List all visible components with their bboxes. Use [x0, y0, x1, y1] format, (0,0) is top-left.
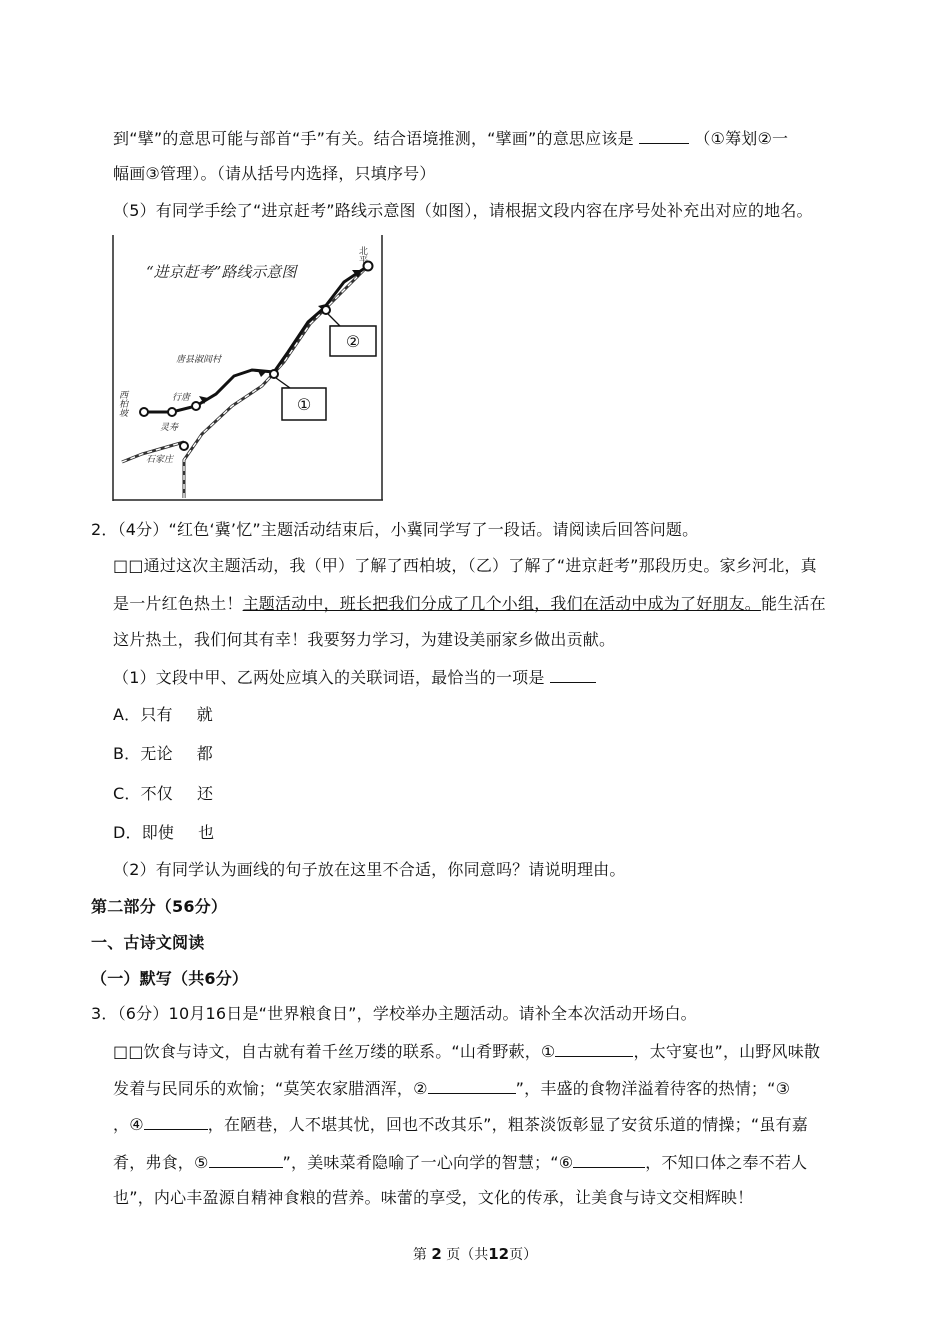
answer-blank[interactable]: [550, 666, 596, 683]
station-2: [322, 306, 330, 314]
option-label: B．无论: [113, 744, 173, 763]
q3-text: ，④: [113, 1115, 144, 1134]
q1-line2: 幅画③管理）。（请从括号内选择，只填序号）: [113, 164, 436, 183]
footer-text: 页）: [509, 1247, 538, 1263]
label-beiping: 北平: [357, 246, 367, 264]
label-xibaipo: 西柏坡: [117, 390, 127, 417]
q3-text: ，不知口体之奉不若人: [645, 1153, 808, 1172]
q2-para-line3: 这片热土，我们何其有幸！我要努力学习，为建设美丽家乡做出贡献。: [113, 630, 616, 649]
page-footer: [0, 1244, 950, 1265]
q3-text: 肴，弗食，⑤: [113, 1153, 209, 1172]
blank-5[interactable]: [209, 1151, 283, 1168]
q2-para-line2: [113, 593, 826, 615]
blank-6[interactable]: [573, 1151, 645, 1168]
blank-4[interactable]: [144, 1113, 208, 1130]
q3-text: ，太守宴也”，山野风味散: [633, 1042, 821, 1061]
option-a[interactable]: [113, 704, 213, 726]
option-d[interactable]: [113, 822, 214, 844]
callout-label-2: ②: [345, 332, 361, 351]
label-tanglei: 唐县淑闾村: [176, 355, 222, 365]
underlined-sentence: 主题活动中，班长把我们分成了几个小组，我们在活动中成为了好朋友。: [242, 594, 762, 613]
blank-1[interactable]: [555, 1040, 633, 1057]
option-b[interactable]: [113, 743, 213, 765]
q3-text: 发着与民同乐的欢愉；“莫笑农家腊酒浑，②: [113, 1079, 428, 1098]
total-pages: 12: [488, 1245, 510, 1263]
q3-line4: [113, 1151, 807, 1174]
q1-line1: [113, 127, 788, 150]
blank-2[interactable]: [428, 1077, 516, 1094]
page-number: 2: [431, 1245, 442, 1263]
q3-line3: [113, 1113, 808, 1136]
q3-line2: [113, 1077, 790, 1100]
option-label: D．即使: [113, 823, 175, 842]
station-lingshou: [168, 408, 176, 416]
option-word: 也: [198, 823, 215, 842]
option-word: 就: [196, 705, 213, 724]
station-shijiazhuang: [180, 442, 188, 450]
q1-line1-text: 到“擘”的意思可能与部首“手”有关。结合语境推测，“擘画”的意思应该是: [113, 129, 634, 148]
footer-text: 第: [412, 1247, 427, 1263]
footer-text: 页（共: [446, 1247, 489, 1263]
label-lingshou: 灵寿: [160, 423, 179, 433]
option-word: 都: [196, 744, 213, 763]
part2-title: 第二部分（56分）: [91, 897, 228, 916]
station-hangtang: [192, 402, 200, 410]
option-label: C．不仅: [113, 784, 173, 803]
q3-text: ”，美味菜肴隐喻了一心向学的智慧；“⑥: [282, 1153, 574, 1172]
label-hangtang: 行唐: [172, 393, 191, 403]
q2-para-line1: □□通过这次主题活动，我（甲）了解了西柏坡，（乙）了解了“进京赶考”那段历史。家乡河北，真: [113, 556, 817, 575]
q2-para-text: 是一片红色热土！: [113, 594, 243, 613]
section-title: 一、古诗文阅读: [91, 933, 205, 952]
q2-sub1-text: （1）文段中甲、乙两处应填入的关联词语，最恰当的一项是: [113, 668, 545, 687]
q3-line1: [113, 1040, 820, 1063]
station-1: [270, 370, 278, 378]
map-title: “进京赶考”路线示意图: [146, 263, 297, 281]
q2-para-text: 能生活在: [761, 594, 826, 613]
q2-sub1: [113, 666, 596, 689]
label-shijiazhuang: 石家庄: [146, 455, 174, 465]
answer-blank[interactable]: [639, 127, 689, 144]
option-c[interactable]: [113, 783, 213, 805]
q3-text: ”，丰盛的食物洋溢着待客的热情；“③: [515, 1079, 791, 1098]
option-word: 还: [196, 784, 214, 803]
q3-stem: 3．（6分）10月16日是“世界粮食日”，学校举办主题活动。请补全本次活动开场白。: [91, 1004, 697, 1023]
q3-text: ，在陋巷，人不堪其忧，回也不改其乐”，粗茶淡饭彰显了安贫乐道的情操；“虽有嘉: [207, 1115, 808, 1134]
q2-sub2: （2）有同学认为画线的句子放在这里不合适，你同意吗？请说明理由。: [113, 860, 626, 879]
route-map-figure: [112, 234, 384, 502]
q3-line5: 也”，内心丰盈源自精神食粮的营养。味蕾的享受，文化的传承，让美食与诗文交相辉映！: [113, 1188, 754, 1207]
q3-text: □□饮食与诗文，自古就有着千丝万缕的联系。“山肴野蔌，①: [113, 1042, 556, 1061]
q1-sub5: （5）有同学手绘了“进京赶考”路线示意图（如图），请根据文段内容在序号处补充出对应的地名。: [113, 201, 813, 220]
option-label: A．只有: [113, 705, 173, 724]
station-xibaipo: [140, 408, 148, 416]
q1-line1-options: （①筹划②一: [694, 129, 789, 148]
subsection-title: （一）默写（共6分）: [91, 969, 249, 988]
q2-stem: 2．（4分）“红色‘冀’忆”主题活动结束后，小冀同学写了一段话。请阅读后回答问题。: [91, 520, 699, 539]
callout-label-1: ①: [296, 395, 312, 414]
